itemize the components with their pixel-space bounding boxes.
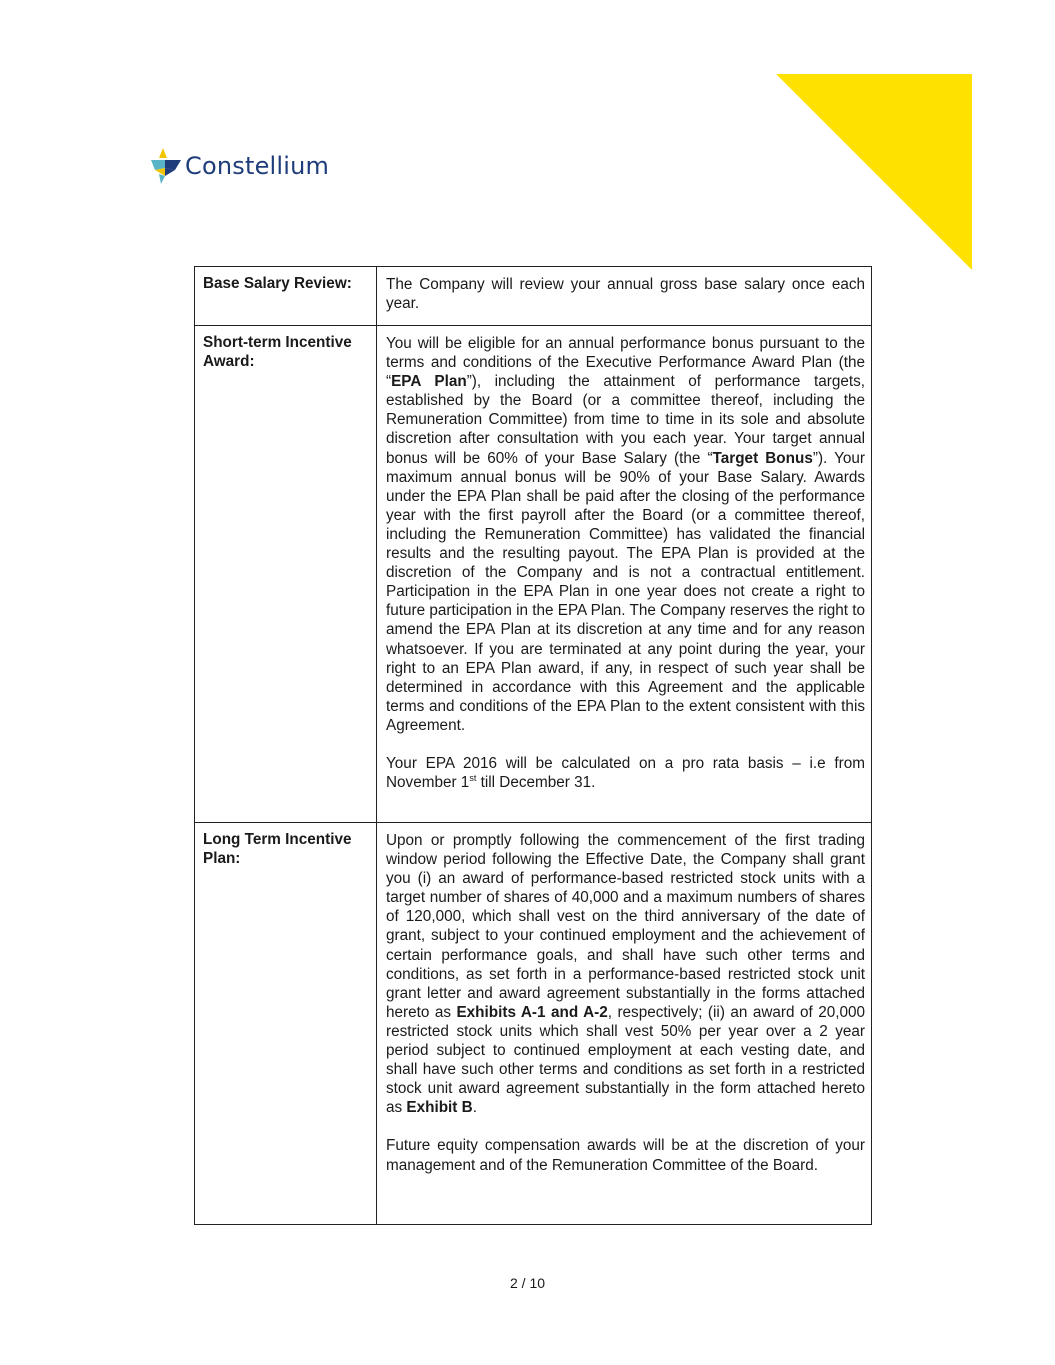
bold-term: Target Bonus (712, 449, 813, 467)
row-content (377, 267, 872, 326)
paragraph: You will be eligible for an annual performance bonus pursuant to the terms and conditions of the Executive Performance Award Plan (the “EPA Plan”), including the attainment of performance targets, established by the Board (or a committee thereof, including the Remuneration Committee) from time to time in its sole and absolute discretion after consultation with you each year. Your target annual bonus will be 60% of your Base Salary (the “Target Bonus”). Your maximum annual bonus will be 90% of your Base Salary. Awards under the EPA Plan shall be paid after the closing of the performance year with the first payroll after the Board (or a committee thereof, including the Remuneration Committee) has validated the financial results and the resulting payout. The EPA Plan is provided at the discretion of the Company and is not a contractual entitlement. Participation in the EPA Plan in one year does not create a right to future participation in the EPA Plan. The Company reserves the right to amend the EPA Plan at its discretion at any time and for any reason whatsoever. If you are terminated at any point during the year, your right to an EPA Plan award, if any, in respect of such year shall be determined in accordance with this Agreement and the applicable terms and conditions of the EPA Plan to the extent consistent with this Agreement. (386, 335, 866, 734)
bold-term: EPA Plan (391, 373, 467, 391)
bold-term: Exhibits A-1 and A-2 (456, 1003, 608, 1021)
row-label: Base Salary Review: (195, 267, 377, 326)
row-label: Short-term Incentive Award: (195, 326, 377, 823)
paragraph: Future equity compensation awards will be at the discretion of your management and of the Remuneration Committee of the Board. (386, 1137, 865, 1174)
ordinal-suffix: st (469, 772, 477, 783)
row-label: Long Term Incentive Plan: (195, 823, 377, 1225)
table-row (195, 267, 872, 326)
paragraph: Your EPA 2016 will be calculated on a pro rata basis – i.e from November 1st till December 31. (386, 754, 865, 792)
paragraph: Upon or promptly following the commencement of the first trading window period following the Effective Date, the Company shall grant you (i) an award of performance-based restricted stock units with a target number of shares of 40,000 and a maximum numbers of shares of 120,000, which shall vest on the third anniversary of the date of grant, subject to your continued employment and the achievement of certain performance goals, and shall have such other terms and conditions, as set forth in a performance-based restricted stock unit grant letter and award agreement substantially in the forms attached hereto as Exhibits A-1 and A-2, respectively; (ii) an award of 20,000 restricted stock units which shall vest 50% per year over a 2 year period subject to continued employment at each vesting date, and shall have such other terms and conditions as set forth in a restricted stock unit award agreement substantially in the form attached hereto as Exhibit B. (386, 832, 866, 1117)
table-row (195, 326, 872, 823)
paragraph: The Company will review your annual gross base salary once each year. (386, 276, 865, 313)
row-content (377, 823, 872, 1225)
terms-table (194, 266, 872, 1225)
company-name: Constellium (185, 152, 330, 180)
row-content (377, 326, 872, 823)
page-number: 2 / 10 (509, 1275, 546, 1291)
company-logo (147, 146, 329, 186)
constellium-star-icon (147, 146, 183, 186)
corner-decoration-triangle (776, 74, 972, 270)
bold-term: Exhibit B (406, 1099, 473, 1117)
table-row (195, 823, 872, 1225)
